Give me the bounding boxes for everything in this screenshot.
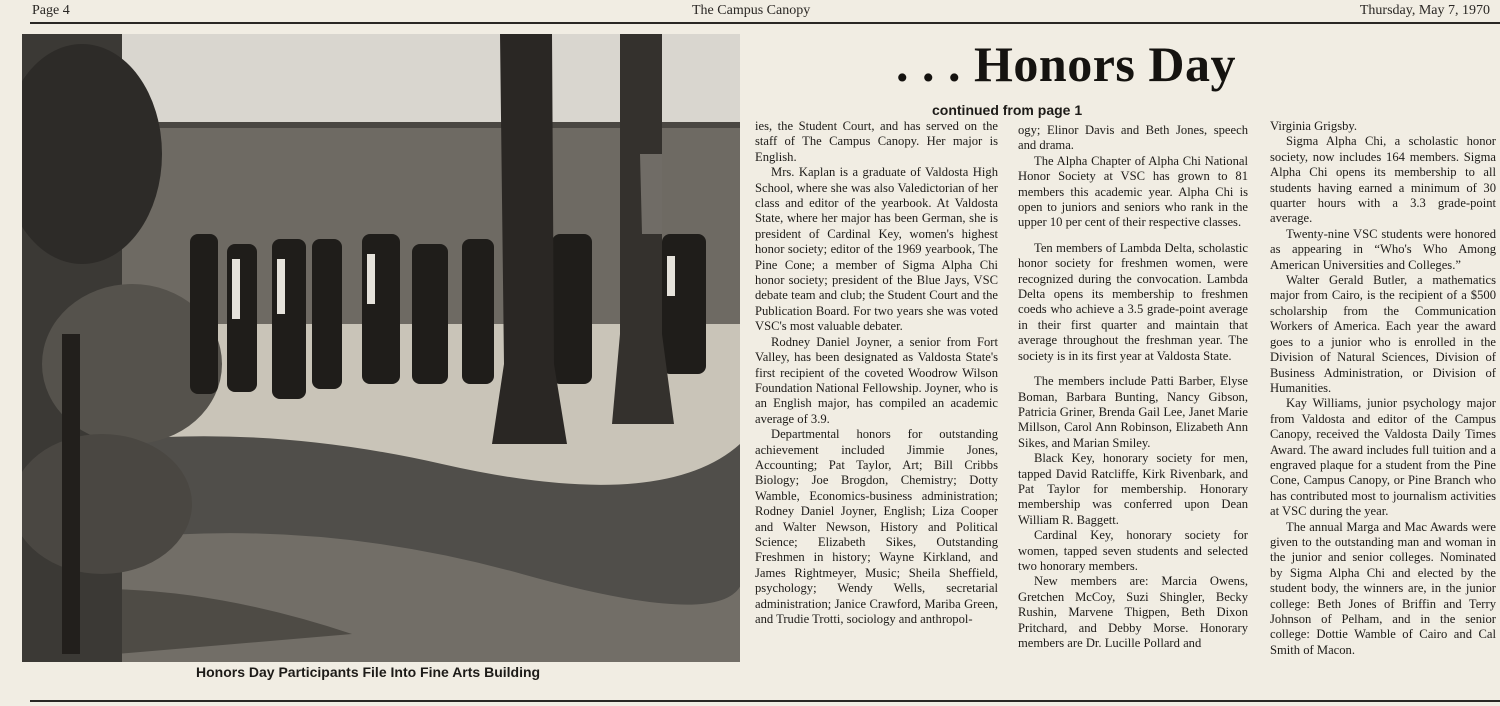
issue-date: Thursday, May 7, 1970 [1359, 3, 1490, 18]
paragraph: Black Key, honorary society for men, tapped David Ratcliffe, Kirk Rivenbark, and Pat Taylor for membership. Honorary membership was conferred upon Dean William R. Baggett. [1018, 451, 1248, 527]
masthead-rule [30, 22, 1500, 24]
page-number: Page 4 [32, 3, 70, 18]
newspaper-name: The Campus Canopy [692, 3, 811, 18]
paragraph: The annual Marga and Mac Awards were given to the outstanding man and woman in the junior and senior colleges. Nominated by Sigma Alpha Chi and elected by the student body, the winners are, in the junior college: Beth Jones of Briffin and Terry Johnson of Pelham, and in the senior college: Dottie Wamble of Cairo and Cal Smith of Macon. [1270, 519, 1496, 657]
paragraph: Walter Gerald Butler, a mathematics major from Cairo, is the recipient of a $500 scholarship from the Communication Workers of America. Each year the award goes to a junior who is enrolled in the Division of Natural Sciences, Division of Business Administration, or Division of Humanities. [1270, 273, 1496, 395]
article-column-2 [1018, 123, 1248, 651]
article-column-1 [755, 119, 998, 627]
article-column-3 [1270, 119, 1496, 658]
honors-day-photo [22, 34, 740, 662]
masthead [0, 0, 1500, 26]
paragraph: Ten members of Lambda Delta, scholastic honor society for freshmen women, were recognized during the convocation. Lambda Delta opens its membership to freshmen coeds who achieve a 3.5 grade-point average in their first quarter and maintain that average throughout the freshman year. The society is in its first year at Valdosta State. [1018, 240, 1248, 363]
paragraph: Virginia Grigsby. [1270, 119, 1358, 133]
paragraph: Kay Williams, junior psychology major from Valdosta and editor of the Campus Canopy, received the Valdosta Daily Times Award. The award includes full tuition and a engraved plaque for a student from the Pine Cone, Campus Canopy, or Pine Branch who has contributed most to journalism activities at VSC during the year. [1270, 396, 1496, 519]
bottom-rule [30, 700, 1500, 702]
photo-illustration [22, 34, 740, 662]
paragraph: Departmental honors for outstanding achievement included Jimmie Jones, Accounting; Pat Taylor, Art; Bill Cribbs Biology; Joe Brogdon, Chemistry; Dotty Wamble, Economics-business administration; Rodney Daniel Joyner, English; Liza Cooper and Walter Newson, History and Political Science; Elizabeth Sikes, Outstanding Freshmen in history; Wayne Kirkland, and James Rightmeyer, Music; Sheila Sheffield, psychology; Wendy Wells, secretarial administration; Janice Crawford, Mariba Green, and Trudie Trotti, sociology and anthropol- [755, 427, 998, 626]
paragraph: Mrs. Kaplan is a graduate of Valdosta High School, where she was also Valedictorian of her class and editor of the yearbook. At Valdosta State, where her major has been German, she is president of Cardinal Key, women's highest honor society; editor of the 1969 yearbook, The Pine Cone; a member of Sigma Alpha Chi honor society; president of the Blue Jays, VSC debate team and club; the Student Court and the Publication Board. For two years she was voted VSC's most valuable debater. [755, 165, 998, 334]
paragraph: Rodney Daniel Joyner, a senior from Fort Valley, has been designated as Valdosta State's first recipient of the coveted Woodrow Wilson Foundation National Fellowship. Joyner, who is an English major, has compiled an academic average of 3.9. [755, 334, 998, 426]
paragraph: New members are: Marcia Owens, Gretchen McCoy, Suzi Shingler, Becky Rushin, Marvene Thigpen, Beth Dixon Pritchard, and Debby Morse. Honorary members are Dr. Lucille Pollard and [1018, 574, 1248, 650]
photo-caption: Honors Day Participants File Into Fine Arts Building [196, 664, 541, 680]
paragraph: Cardinal Key, honorary society for women, tapped seven students and selected two honorary members. [1018, 528, 1248, 573]
paragraph: Sigma Alpha Chi, a scholastic honor society, now includes 164 members. Sigma Alpha Chi opens its membership to all students having earned a minimum of 30 quarter hours with a 3.3 grade-point average. [1270, 134, 1496, 226]
paragraph: The Alpha Chapter of Alpha Chi National Honor Society at VSC has grown to 81 members this academic year. Alpha Chi is open to juniors and seniors who rank in the upper 10 per cent of their respective classes. [1018, 153, 1248, 230]
paragraph: Twenty-nine VSC students were honored as appearing in “Who's Who Among American Universities and Colleges.” [1270, 226, 1496, 272]
article-headline: . . . Honors Day [896, 36, 1236, 92]
paragraph: ies, the Student Court, and has served on the staff of The Campus Canopy. Her major is English. [755, 119, 998, 164]
continued-line: continued from page 1 [932, 102, 1083, 118]
paragraph: The members include Patti Barber, Elyse Boman, Barbara Bunting, Nancy Gibson, Patricia Griner, Brenda Gail Lee, Janet Marie Millson, Carol Ann Robinson, Elizabeth Ann Sikes, and Marian Smiley. [1018, 374, 1248, 450]
paragraph: ogy; Elinor Davis and Beth Jones, speech and drama. [1018, 123, 1248, 153]
